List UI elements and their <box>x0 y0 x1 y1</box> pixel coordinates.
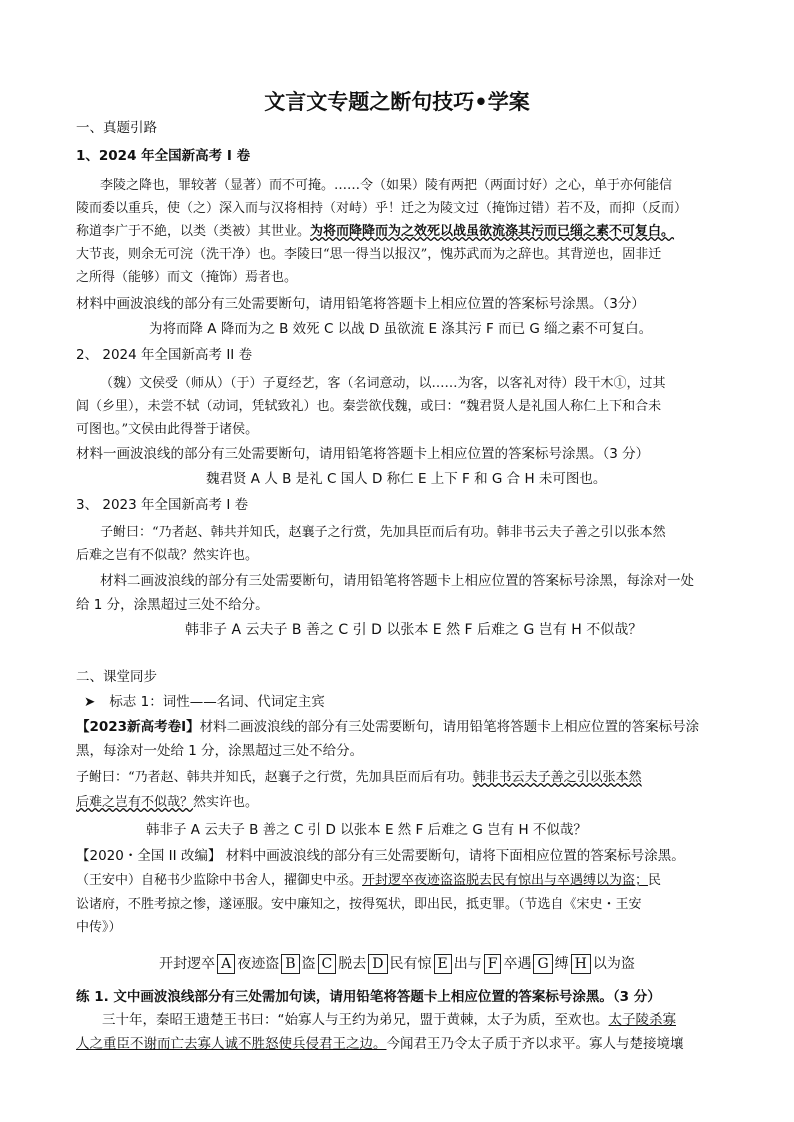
answer-options: 韩非子 A 云夫子 B 善之 C 引 D 以张本 E 然 F 后难之 G 岂有 H 不似哉？ <box>146 822 587 838</box>
instruction-body: 材料二画波浪线的部分有三处需要断句，请用铅笔将答题卡上相应位置的答案标号涂 <box>199 719 700 735</box>
passage-text: 称道李广于不絶，以类（类被）其世业。 <box>76 224 311 239</box>
passage-line: 子鲋曰：“乃者赵、韩共并知氏，赵襄子之行赏，先加具臣而后有功。韩非书云夫子善之引以张本然 <box>100 525 666 540</box>
passage-line: 后难之岂有不似哉？然实许也。 <box>76 548 259 563</box>
wavy-underlined-text: 太子陵杀寡 <box>608 1012 676 1028</box>
answer-box-a[interactable]: A <box>217 954 235 974</box>
answer-box-f[interactable]: F <box>484 954 502 974</box>
wavy-underlined-text: 为将而降降而为之效死以战虽欲流涤其污而已缁之素不可复白。 <box>310 224 675 239</box>
answer-segment: 以为盗 <box>592 956 635 972</box>
passage-text: 三十年，秦昭王遗楚王书曰：“始寡人与王约为弟兄，盟于黄棘，太子为质，至欢也。 <box>102 1012 609 1028</box>
passage-line <box>76 871 661 891</box>
section-heading: 二、课堂同步 <box>76 669 157 685</box>
answer-box-b[interactable]: B <box>281 954 299 974</box>
flag-text: 标志 1：词性——名词、代词定主宾 <box>109 694 325 710</box>
answer-segment: 盗 <box>301 956 316 972</box>
question-header: 2、 2024 年全国新高考 II 卷 <box>76 347 253 363</box>
answer-box-g[interactable]: G <box>533 954 552 974</box>
instruction-text <box>76 717 699 737</box>
passage-line: 讼诸府，不胜考掠之惨，遂诬服。安中廉知之，按得冤状，即出民，抵吏罪。（节选自《宋史・王安 <box>76 897 642 912</box>
answer-box-e[interactable]: E <box>434 954 452 974</box>
answer-segment: 开封逻卒 <box>159 956 216 972</box>
passage-line: 可图也。”文侯由此得誉于诸侯。 <box>76 422 259 437</box>
answer-segment: 缚 <box>554 956 569 972</box>
passage-line: 李陵之降也，罪较著（显著）而不可掩。……令（如果）陵有两把（两面讨好）之心，单于亦何能信 <box>100 178 673 193</box>
passage-text: （王安中）自秘书少监除中书舍人，擢御史中丞。 <box>76 873 363 888</box>
answer-segment: 夜迹盗 <box>237 956 280 972</box>
wavy-underlined-text: 开封逻卒夜迹盗盗脱去民有惊出与卒遇缚以为盗； <box>362 873 649 888</box>
passage-line <box>76 793 258 813</box>
instruction-text: 给 1 分，涂黑超过三处不给分。 <box>76 597 269 613</box>
passage-text: 子鲋曰：“乃者赵、韩共并知氏，赵襄子之行赏，先加具臣而后有功。 <box>76 770 473 785</box>
passage-line: 中传》） <box>76 920 122 935</box>
passage-text: 然实许也。 <box>193 795 259 810</box>
answer-segment: 民有惊 <box>389 956 432 972</box>
instruction-text: 黑，每涂对一处给 1 分，涂黑超过三处不给分。 <box>76 743 364 759</box>
wavy-underlined-text: 人之重臣不谢而亡去寡人诚不胜怒使兵侵君王之边。 <box>76 1036 387 1052</box>
passage-line: 闾（乡里），未尝不轼（动词，凭轼致礼）也。秦尝欲伐魏，或曰：“魏君贤人是礼国人称仁上下和合未 <box>76 399 662 414</box>
boxed-answer-options <box>0 953 794 974</box>
exercise-header: 练 1. 文中画波浪线部分有三处需加句读，请用铅笔将答题卡上相应位置的答案标号涂黑。（3 分） <box>76 989 661 1005</box>
exam-tag: 【2023新高考卷Ⅰ】 <box>76 719 200 735</box>
passage-text: 民 <box>648 873 662 888</box>
instruction-text <box>76 846 685 866</box>
flag-line <box>84 692 325 712</box>
instruction-body: 材料中画波浪线的部分有三处需要断句，请将下面相应位置的答案标号涂黑。 <box>221 848 685 864</box>
passage-line: 之所得（能够）而文（掩饰）焉者也。 <box>76 270 298 285</box>
passage-line: 陵而委以重兵，使（之）深入而与汉将相持（对峙）乎！迁之为陵文过（掩饰过错）若不及，而抑（反而） <box>76 201 688 216</box>
section-heading: 一、真题引路 <box>76 120 157 136</box>
question-header: 3、 2023 年全国新高考 I 卷 <box>76 497 249 513</box>
answer-box-c[interactable]: C <box>318 954 337 974</box>
passage-line <box>76 1034 684 1054</box>
passage-line: 大节丧，则余无可浣（洗干净）也。李陵曰“思一得当以报汉”，愧苏武而为之辞也。其背逆也，固非迁 <box>76 247 662 262</box>
answer-segment: 脱去 <box>338 956 367 972</box>
arrow-bullet-icon: ➤ <box>84 694 96 710</box>
wavy-underlined-text: 韩非书云夫子善之引以张本然 <box>472 770 642 785</box>
answer-options: 为将而降 A 降而为之 B 效死 C 以战 D 虽欲流 E 涤其污 F 而已 G 缁之素不可复白。 <box>149 321 653 337</box>
passage-line <box>102 1010 676 1030</box>
answer-segment: 出与 <box>453 956 482 972</box>
instruction-text: 材料一画波浪线的部分有三处需要断句，请用铅笔将答题卡上相应位置的答案标号涂黑。（3 分） <box>76 446 650 462</box>
exam-tag: 【2020・全国 II 改编】 <box>76 848 222 864</box>
answer-box-d[interactable]: D <box>368 954 387 974</box>
passage-line <box>76 222 674 242</box>
answer-segment: 卒遇 <box>503 956 532 972</box>
passage-line <box>76 768 642 788</box>
answer-options: 魏君贤 A 人 B 是礼 C 国人 D 称仁 E 上下 F 和 G 合 H 未可图也。 <box>206 471 607 487</box>
wavy-underlined-text: 后难之岂有不似哉？ <box>76 795 194 810</box>
instruction-text: 材料二画波浪线的部分有三处需要断句，请用铅笔将答题卡上相应位置的答案标号涂黑，每涂对一处 <box>100 573 694 589</box>
document-title: 文言文专题之断句技巧•学案 <box>264 90 530 114</box>
passage-line: （魏）文侯受（师从）（于）子夏经艺，客（名词意动，以……为客，以客礼对待）段干木①，过其 <box>100 376 666 391</box>
answer-options: 韩非子 A 云夫子 B 善之 C 引 D 以张本 E 然 F 后难之 G 岂有 H 不似哉？ <box>185 622 643 638</box>
passage-text: 今闻君王乃令太子质于齐以求平。寡人与楚接境壤 <box>386 1036 684 1052</box>
answer-box-h[interactable]: H <box>571 954 591 974</box>
instruction-text: 材料中画波浪线的部分有三处需要断句，请用铅笔将答题卡上相应位置的答案标号涂黑。（3分） <box>76 296 645 312</box>
question-header: 1、2024 年全国新高考 I 卷 <box>76 148 251 164</box>
